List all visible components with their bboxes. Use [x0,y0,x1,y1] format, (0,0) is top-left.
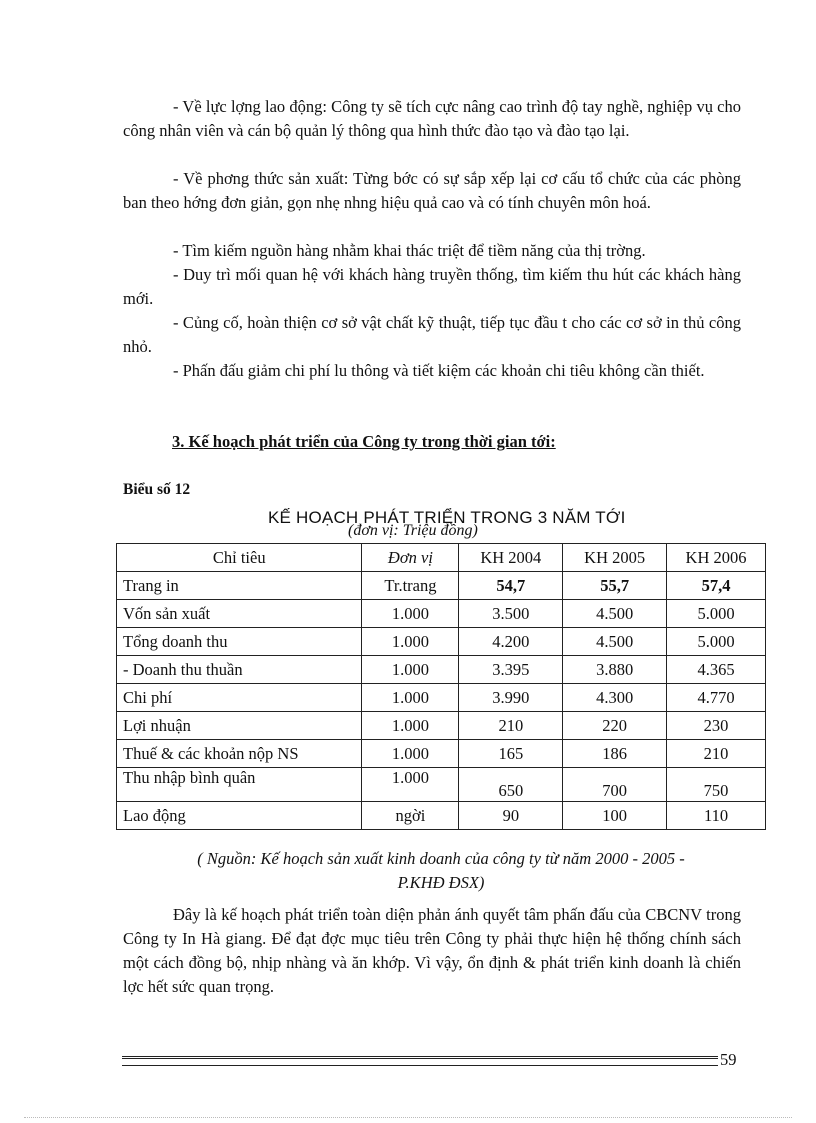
cell-kh-2005: 4.500 [563,628,667,656]
cell-kh-2006: 5.000 [667,628,766,656]
cell-kh-2006: 4.770 [667,684,766,712]
cell-kh-2004: 90 [459,802,563,830]
cell-kh-2005: 220 [563,712,667,740]
cell-indicator: Chi phí [117,684,362,712]
table-row [117,802,766,830]
cell-unit: 1.000 [362,740,459,768]
cell-unit: 1.000 [362,656,459,684]
cell-kh-2005: 186 [563,740,667,768]
cell-indicator: Lao động [117,802,362,830]
cell-indicator: - Doanh thu thuần [117,656,362,684]
cell-kh-2006: 230 [667,712,766,740]
cell-kh-2006: 110 [667,802,766,830]
header-kh-2004: KH 2004 [459,544,563,572]
header-kh-2006: KH 2006 [667,544,766,572]
cell-indicator: Lợi nhuận [117,712,362,740]
table-row [117,600,766,628]
table-row [117,740,766,768]
table-row [117,768,766,802]
cell-unit: 1.000 [362,712,459,740]
cell-kh-2006: 4.365 [667,656,766,684]
cell-unit: 1.000 [362,684,459,712]
table-row [117,628,766,656]
cell-indicator: Thu nhập bình quân [117,768,362,802]
cell-kh-2005: 3.880 [563,656,667,684]
source-note-line1: ( Nguồn: Kế hoạch sản xuất kinh doanh của công ty từ năm 2000 - 2005 - [197,849,685,868]
header-unit: Đơn vị [362,544,459,572]
table-row [117,684,766,712]
page-number: 59 [720,1050,737,1069]
table-row [117,712,766,740]
cell-indicator: Tổng doanh thu [117,628,362,656]
cell-indicator: Thuế & các khoản nộp NS [117,740,362,768]
table-title: KẾ HOẠCH PHÁT TRIỂN TRONG 3 NĂM TỚI [268,508,626,527]
table-row [117,572,766,600]
cell-indicator: Vốn sản xuất [117,600,362,628]
cell-unit: ngời [362,802,459,830]
cell-kh-2004: 54,7 [459,572,563,600]
header-indicator: Chỉ tiêu [117,544,362,572]
cell-kh-2005: 100 [563,802,667,830]
cell-kh-2004: 3.500 [459,600,563,628]
figure-label: Biểu số 12 [123,481,191,498]
cell-kh-2006: 5.000 [667,600,766,628]
header-kh-2005: KH 2005 [563,544,667,572]
page-edge-divider [24,1117,792,1118]
cell-kh-2006: 57,4 [667,572,766,600]
paragraph-customers: - Duy trì mối quan hệ với khách hàng truyền thống, tìm kiếm thu hút các khách hàng mới. [123,265,741,308]
cell-kh-2006: 750 [667,768,766,802]
development-plan-table [116,543,766,830]
cell-unit: Tr.trang [362,572,459,600]
closing-paragraph: Đây là kế hoạch phát triển toàn diện phản ánh quyết tâm phấn đấu của CBCNV trong Công ty In Hà giang. Để đạt đợc mục tiêu trên Công ty phải thực hiện hệ thống chính sách một cách đồng bộ, nhịp nhàng và ăn khớp. Vì vậy, ổn định & phát triển kinh doanh là chiến lợc hết sức quan trọng. [123,905,741,996]
source-note [116,847,766,895]
table-row [117,656,766,684]
cell-kh-2006: 210 [667,740,766,768]
cell-kh-2004: 3.990 [459,684,563,712]
cell-unit: 1.000 [362,628,459,656]
source-note-line2: P.KHĐ ĐSX) [397,873,485,892]
paragraph-costs: - Phấn đấu giảm chi phí lu thông và tiết kiệm các khoản chi tiêu không cần thiết. [173,361,705,380]
cell-kh-2005: 55,7 [563,572,667,600]
unit-note: (đơn vị: Triệu đồng) [348,522,478,539]
cell-unit: 1.000 [362,600,459,628]
paragraph-production-method: - Về phơng thức sản xuất: Từng bớc có sự sắp xếp lại cơ cấu tổ chức của các phòng ban theo hớng đơn giản, gọn nhẹ nhng hiệu quả cao và có tính chuyên môn hoá. [123,169,741,212]
footer-rule [122,1056,718,1066]
cell-kh-2004: 165 [459,740,563,768]
cell-kh-2005: 4.300 [563,684,667,712]
cell-kh-2005: 4.500 [563,600,667,628]
paragraph-sourcing: - Tìm kiếm nguồn hàng nhằm khai thác triệt để tiềm năng của thị trờng. [173,241,646,260]
table-header-row [117,544,766,572]
cell-indicator: Trang in [117,572,362,600]
cell-kh-2004: 4.200 [459,628,563,656]
section-heading: 3. Kế hoạch phát triển của Công ty trong thời gian tới: [172,432,556,451]
cell-unit: 1.000 [362,768,459,802]
cell-kh-2004: 3.395 [459,656,563,684]
paragraph-facilities: - Củng cố, hoàn thiện cơ sở vật chất kỹ thuật, tiếp tục đầu t cho các cơ sở in thủ công nhỏ. [123,313,741,356]
cell-kh-2004: 210 [459,712,563,740]
cell-kh-2005: 700 [563,768,667,802]
cell-kh-2004: 650 [459,768,563,802]
paragraph-labor: - Về lực lợng lao động: Công ty sẽ tích cực nâng cao trình độ tay nghề, nghiệp vụ cho công nhân viên và cán bộ quản lý thông qua hình thức đào tạo và đào tạo lại. [123,97,741,140]
